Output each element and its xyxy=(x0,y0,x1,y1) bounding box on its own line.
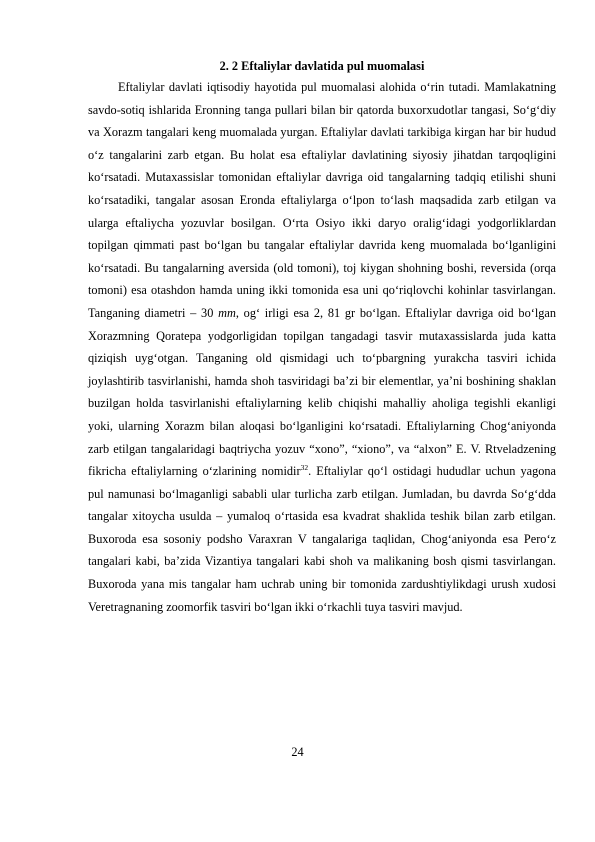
paragraph-text-part-3: . Eftaliylar qo‘l ostidagi hududlar uchun yagona pul namunasi bo‘lmaganligi sababli ular turlicha zarb etilgan. Jumladan, bu davrda So‘g‘dda tangalar xitoycha usulda – yumaloq o‘rtasida esa kvadrat shaklida teshik bilan zarb etilgan. Buxoroda esa sosoniy podsho Varaxran V tangalariga taqlidan, Chog‘aniyonda esa Pero‘z tangalari kabi, ba’zida Vizantiya tangalari kabi shoh va malikaning bosh qismi tasvirlangan. Buxoroda yana mis tangalar ham uchrab uning bir tomonida zardushtiylikdagi urush xudosi Veretragnaning zoomorfik tasviri bo‘lgan ikki o‘rkachli tuya tasviri mavjud. xyxy=(88,464,556,614)
section-heading: 2. 2 Eftaliylar davlatida pul muomalasi xyxy=(219,59,425,73)
paragraph-text-part-1: Eftaliylar davlati iqtisodiy hayotida pul muomalasi alohida o‘rin tutadi. Mamlakatning savdo-sotiq ishlarida Eronning tanga pullari bilan bir qatorda buxorxudotlar tangasi, So‘g‘diy va Xorazm tangalari keng muomalada yurgan. Eftaliylar davlati tarkibiga kirgan har bir hudud o‘z tangalarini zarb etgan. Bu holat esa eftaliylar davlatining siyosiy jihatdan tarqoqligini ko‘rsatadi. Mutaxassislar tomonidan eftaliylar davriga oid tangalarning tadqiq etilishi shuni ko‘rsatadiki, tangalar asosan Eronda eftaliylarga o‘lpon to‘lash maqsadida zarb etilgan va ularga eftaliycha yozuvlar bosilgan. O‘rta Osiyo ikki daryo oralig‘idagi yodgorliklardan topilgan qimmati past bo‘lgan bu tangalar eftaliylar davrida keng muomalada bo‘lganligini ko‘rsatadi. Bu tangalarning aversida (old tomoni), toj kiygan shohning boshi, reversida (orqa tomoni) esa otashdon hamda uning ikki tomonida esa uni qo‘riqlovchi kohinlar tasvirlangan. Tanganing diametri – 30 xyxy=(88,80,556,320)
body-paragraph xyxy=(88,76,556,618)
paragraph-text-part-2: , og‘ irligi esa 2, 81 gr bo‘lgan. Eftaliylar davriga oid bo‘lgan Xorazmning Qoratepa yodgorligidan topilgan tangadagi tasvir mutaxassislarda juda katta qiziqish uyg‘otgan. Tanganing old qismidagi uch to‘pbargning yurakcha tasviri ichida joylashtirib tasvirlanishi, hamda shoh tasviridagi ba’zi bir elementlar, ya’ni boshining shaklan buzilgan holda tasvirlanishi eftaliylarning kelib chiqishi mahalliy aholiga tegishli ekanligi yoki, ularning Xorazm bilan aloqasi bo‘lganligini ko‘rsatadi. Eftaliylarning Chog‘aniyonda zarb etilgan tangalaridagi baqtriycha yozuv “xono”, “xiono”, va “alxon” E. V. Rtveladzening fikricha eftaliylarning o‘zlarining nomidir xyxy=(88,305,556,479)
footnote-reference[interactable]: 32 xyxy=(300,463,309,472)
document-page xyxy=(88,57,556,618)
unit-mm: mm xyxy=(218,305,236,320)
page-number: 24 xyxy=(291,745,304,759)
